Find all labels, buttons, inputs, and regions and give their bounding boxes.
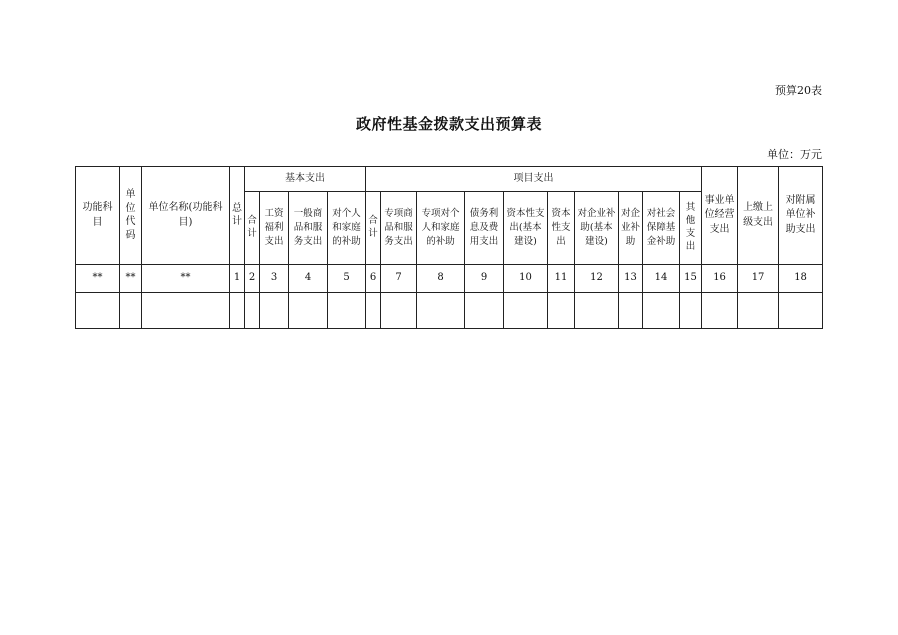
header-project-goods: 专项商品和服务支出: [381, 192, 417, 265]
index-cell: 15: [680, 265, 702, 293]
index-func-subject: **: [76, 265, 120, 293]
header-group-basic: 基本支出: [245, 167, 366, 192]
header-project-debt: 债务利息及费用支出: [465, 192, 504, 265]
header-basic-personal: 对个人和家庭的补助: [328, 192, 366, 265]
index-cell: 13: [619, 265, 643, 293]
data-cell[interactable]: [142, 293, 230, 329]
data-cell[interactable]: [575, 293, 619, 329]
index-cell: 10: [504, 265, 548, 293]
index-unit-code: **: [120, 265, 142, 293]
header-basic-total: 合计: [245, 192, 260, 265]
index-cell: 8: [417, 265, 465, 293]
header-project-capital: 资本性支出: [548, 192, 575, 265]
data-cell[interactable]: [245, 293, 260, 329]
header-basic-wage: 工资福利支出: [260, 192, 289, 265]
index-unit-name: **: [142, 265, 230, 293]
header-unit-name: 单位名称(功能科目): [142, 167, 230, 265]
header-project-capital-construction: 资本性支出(基本建设): [504, 192, 548, 265]
index-cell: 14: [643, 265, 680, 293]
data-cell[interactable]: [230, 293, 245, 329]
header-project-enterprise: 对企业补助: [619, 192, 643, 265]
header-enterprise: 事业单位经营支出: [702, 167, 738, 265]
data-cell[interactable]: [619, 293, 643, 329]
page-title: 政府性基金拨款支出预算表: [355, 115, 542, 133]
data-cell[interactable]: [702, 293, 738, 329]
data-cell[interactable]: [120, 293, 142, 329]
header-project-other: 其他支出: [680, 192, 702, 265]
header-project-personal: 专项对个人和家庭的补助: [417, 192, 465, 265]
data-cell[interactable]: [738, 293, 779, 329]
data-cell[interactable]: [504, 293, 548, 329]
data-cell[interactable]: [417, 293, 465, 329]
index-cell: 5: [328, 265, 366, 293]
header-group-project: 项目支出: [366, 167, 702, 192]
index-cell: 2: [245, 265, 260, 293]
index-cell: 9: [465, 265, 504, 293]
header-unit-code: 单位代码: [120, 167, 142, 265]
header-project-total: 合计: [366, 192, 381, 265]
data-cell[interactable]: [76, 293, 120, 329]
data-cell[interactable]: [643, 293, 680, 329]
index-cell: 6: [366, 265, 381, 293]
index-cell: 18: [779, 265, 823, 293]
data-cell[interactable]: [366, 293, 381, 329]
data-cell[interactable]: [260, 293, 289, 329]
index-cell: 3: [260, 265, 289, 293]
data-cell[interactable]: [289, 293, 328, 329]
index-row: [76, 265, 823, 293]
index-cell: 17: [738, 265, 779, 293]
index-cell: 7: [381, 265, 417, 293]
data-cell[interactable]: [328, 293, 366, 329]
index-cell: 11: [548, 265, 575, 293]
header-subsidiary: 对附属单位补助支出: [779, 167, 823, 265]
header-upper: 上缴上级支出: [738, 167, 779, 265]
form-code: 预算20表: [775, 84, 822, 97]
data-row-empty: [76, 293, 823, 329]
budget-table: [75, 166, 823, 329]
data-cell[interactable]: [381, 293, 417, 329]
data-cell[interactable]: [779, 293, 823, 329]
header-row-groups: [76, 167, 823, 192]
data-cell[interactable]: [465, 293, 504, 329]
header-total: 总计: [230, 167, 245, 265]
index-cell: 4: [289, 265, 328, 293]
index-cell: 1: [230, 265, 245, 293]
data-cell[interactable]: [680, 293, 702, 329]
index-cell: 16: [702, 265, 738, 293]
header-func-subject: 功能科目: [76, 167, 120, 265]
header-basic-goods: 一般商品和服务支出: [289, 192, 328, 265]
index-cell: 12: [575, 265, 619, 293]
data-cell[interactable]: [548, 293, 575, 329]
header-project-social-security: 对社会保障基金补助: [643, 192, 680, 265]
header-project-enterprise-construction: 对企业补助(基本建设): [575, 192, 619, 265]
unit-label: 单位：万元: [767, 148, 822, 161]
